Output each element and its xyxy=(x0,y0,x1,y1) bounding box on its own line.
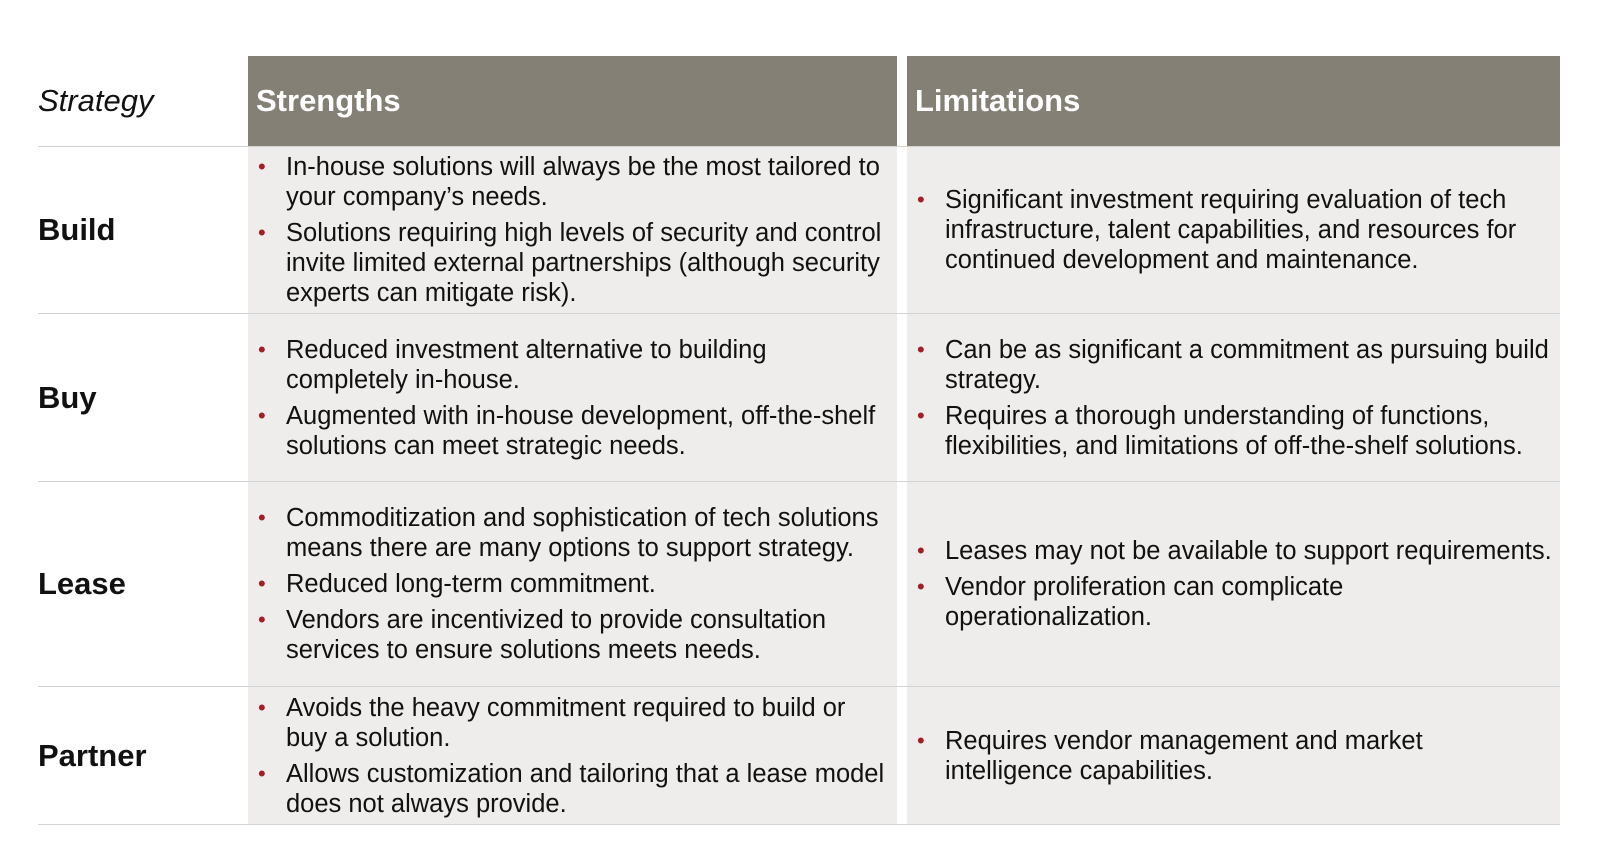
bullet-icon: • xyxy=(258,336,266,362)
list-item xyxy=(915,335,1552,395)
strategy-label-build: Build xyxy=(38,212,116,247)
bullet-icon: • xyxy=(917,727,925,753)
strengths-cell-partner xyxy=(248,687,897,824)
strategy-label-buy: Buy xyxy=(38,379,97,415)
strengths-list-lease xyxy=(256,503,891,665)
limitations-column-header: Limitations xyxy=(907,56,1560,146)
row-divider xyxy=(38,824,1560,825)
bullet-icon: • xyxy=(917,538,925,563)
list-item xyxy=(256,569,891,599)
bullet-text: Requires a thorough understanding of functions, flexibilities, and limitations of off-the-shelf solutions. xyxy=(945,401,1523,460)
bullet-icon: • xyxy=(258,220,266,245)
strategy-label-partner: Partner xyxy=(38,737,147,773)
bullet-icon: • xyxy=(917,574,925,599)
list-item xyxy=(256,218,891,308)
bullet-icon: • xyxy=(917,402,925,428)
list-item xyxy=(256,605,891,665)
strategy-label-lease: Lease xyxy=(38,566,126,601)
list-item xyxy=(256,401,891,461)
limitations-cell-buy xyxy=(907,314,1560,481)
bullet-icon: • xyxy=(917,336,925,362)
table-row-lease xyxy=(38,482,1560,686)
bullet-text: Requires vendor management and market intelligence capabilities. xyxy=(945,726,1423,785)
strengths-cell-build xyxy=(248,147,897,313)
strengths-list-build xyxy=(256,152,891,308)
bullet-text: Reduced investment alternative to building completely in-house. xyxy=(286,335,767,394)
bullet-icon: • xyxy=(258,760,266,786)
bullet-icon: • xyxy=(258,154,266,179)
strengths-cell-lease xyxy=(248,482,897,686)
bullet-text: Vendors are incentivized to provide consultation services to ensure solutions meets needs. xyxy=(286,606,827,664)
list-item xyxy=(915,726,1552,786)
limitations-list-lease xyxy=(915,536,1552,632)
bullet-text: Leases may not be available to support requirements. xyxy=(945,537,1552,565)
strengths-list-buy xyxy=(256,335,891,461)
list-item xyxy=(256,503,891,563)
bullet-text: Avoids the heavy commitment required to build or buy a solution. xyxy=(286,693,846,752)
list-item xyxy=(256,152,891,212)
bullet-text: Vendor proliferation can complicate operationalization. xyxy=(945,573,1344,631)
bullet-text: Can be as significant a commitment as pursuing build strategy. xyxy=(945,335,1549,394)
list-item xyxy=(915,401,1552,461)
bullet-text: Allows customization and tailoring that a lease model does not always provide. xyxy=(286,759,885,818)
list-item xyxy=(256,335,891,395)
bullet-text: Significant investment requiring evaluation of tech infrastructure, talent capabilities, and resources for continued development and maintenance. xyxy=(945,186,1517,274)
strengths-column-header: Strengths xyxy=(248,56,897,146)
list-item xyxy=(915,572,1552,632)
bullet-text: Commoditization and sophistication of tech solutions means there are many options to support strategy. xyxy=(286,504,879,562)
limitations-cell-lease xyxy=(907,482,1560,686)
table-row-partner xyxy=(38,687,1560,824)
bullet-text: Augmented with in-house development, off-the-shelf solutions can meet strategic needs. xyxy=(286,401,876,460)
strengths-list-partner xyxy=(256,693,891,819)
list-item xyxy=(256,759,891,819)
bullet-icon: • xyxy=(258,402,266,428)
limitations-list-buy xyxy=(915,335,1552,461)
bullet-text: Solutions requiring high levels of security and control invite limited external partnerships (although security experts can mitigate risk). xyxy=(286,219,882,307)
bullet-icon: • xyxy=(258,694,266,720)
bullet-icon: • xyxy=(917,187,925,212)
bullet-icon: • xyxy=(258,571,266,596)
limitations-list-build xyxy=(915,185,1552,275)
limitations-cell-partner xyxy=(907,687,1560,824)
limitations-list-partner xyxy=(915,726,1552,786)
list-item xyxy=(915,536,1552,566)
strategy-column-header: Strategy xyxy=(38,83,154,118)
limitations-cell-build xyxy=(907,147,1560,313)
bullet-icon: • xyxy=(258,607,266,632)
list-item xyxy=(915,185,1552,275)
bullet-text: Reduced long-term commitment. xyxy=(286,570,656,598)
bullet-icon: • xyxy=(258,505,266,530)
list-item xyxy=(256,693,891,753)
table-row-buy xyxy=(38,314,1560,481)
table-row-build xyxy=(38,147,1560,313)
bullet-text: In-house solutions will always be the most tailored to your company’s needs. xyxy=(286,153,880,211)
strengths-cell-buy xyxy=(248,314,897,481)
